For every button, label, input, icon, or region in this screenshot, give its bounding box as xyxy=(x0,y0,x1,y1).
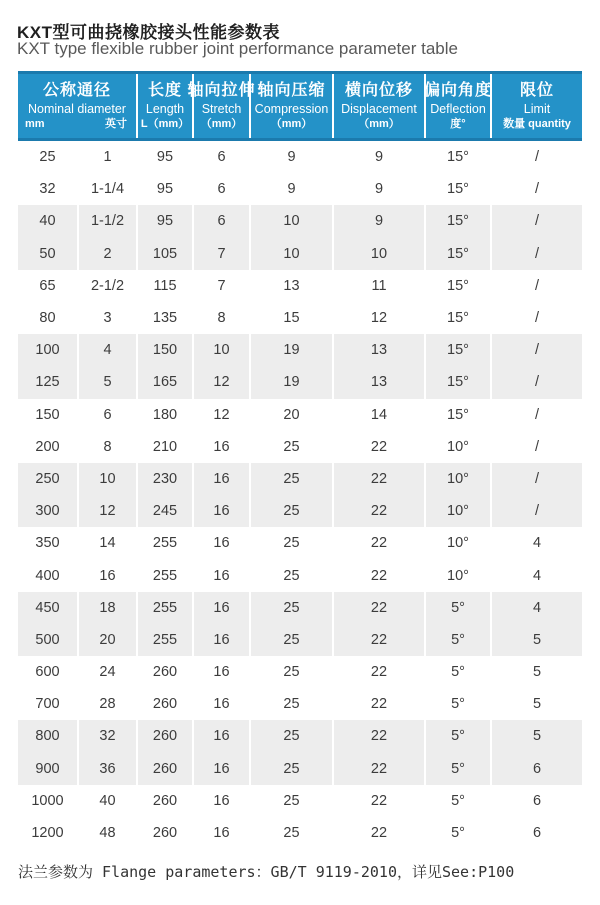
table-cell: 6 xyxy=(492,785,582,817)
table-row xyxy=(18,463,582,495)
table-cell: 105 xyxy=(138,238,194,270)
table-cell: 36 xyxy=(79,753,138,785)
table-cell: 13 xyxy=(251,270,334,302)
table-cell: 14 xyxy=(79,527,138,559)
table-cell: 180 xyxy=(138,399,194,431)
table-cell: 4 xyxy=(492,592,582,624)
table-cell: 7 xyxy=(194,270,251,302)
table-cell: 15° xyxy=(426,270,492,302)
table-row xyxy=(18,302,582,334)
table-cell: 5° xyxy=(426,688,492,720)
table-cell: 25 xyxy=(251,753,334,785)
table-cell: 15° xyxy=(426,205,492,237)
table-cell: 6 xyxy=(79,399,138,431)
table-cell: 20 xyxy=(79,624,138,656)
table-cell: 19 xyxy=(251,366,334,398)
table-cell: / xyxy=(492,141,582,173)
table-cell: 6 xyxy=(492,753,582,785)
column-header-zh: 公称通径 xyxy=(42,82,111,99)
table-cell: 255 xyxy=(138,624,194,656)
table-cell: / xyxy=(492,270,582,302)
table-cell: 14 xyxy=(334,399,426,431)
table-cell: 12 xyxy=(194,366,251,398)
table-cell: 260 xyxy=(138,688,194,720)
parameter-table xyxy=(18,71,582,849)
table-cell: 25 xyxy=(251,720,334,752)
table-cell: 25 xyxy=(251,559,334,591)
table-cell: 25 xyxy=(251,495,334,527)
table-cell: 16 xyxy=(194,431,251,463)
table-cell: 22 xyxy=(334,559,426,591)
column-header-en: Limit xyxy=(523,102,551,116)
table-cell: / xyxy=(492,205,582,237)
table-cell: 22 xyxy=(334,785,426,817)
table-cell: 65 xyxy=(18,270,79,302)
table-cell: 25 xyxy=(251,624,334,656)
table-row xyxy=(18,399,582,431)
table-body xyxy=(18,141,582,849)
table-cell: 15° xyxy=(426,238,492,270)
table-cell: / xyxy=(492,238,582,270)
table-cell: 25 xyxy=(251,656,334,688)
table-cell: 22 xyxy=(334,431,426,463)
table-cell: 9 xyxy=(334,141,426,173)
column-header-unit: 数量 quantity xyxy=(503,118,571,130)
table-row xyxy=(18,334,582,366)
table-row xyxy=(18,624,582,656)
table-cell: 25 xyxy=(251,431,334,463)
table-cell: 2 xyxy=(79,238,138,270)
table-row xyxy=(18,527,582,559)
table-cell: 19 xyxy=(251,334,334,366)
table-cell: 6 xyxy=(194,205,251,237)
table-row xyxy=(18,656,582,688)
table-cell: 245 xyxy=(138,495,194,527)
column-header-nominal-diameter xyxy=(18,74,138,138)
table-cell: / xyxy=(492,366,582,398)
table-cell: 200 xyxy=(18,431,79,463)
table-cell: 5° xyxy=(426,656,492,688)
table-cell: 48 xyxy=(79,817,138,849)
table-cell: 22 xyxy=(334,495,426,527)
table-cell: 4 xyxy=(79,334,138,366)
table-cell: 6 xyxy=(492,817,582,849)
table-cell: 165 xyxy=(138,366,194,398)
table-cell: 22 xyxy=(334,688,426,720)
table-cell: 9 xyxy=(251,141,334,173)
table-cell: 1000 xyxy=(18,785,79,817)
table-row xyxy=(18,688,582,720)
table-cell: 125 xyxy=(18,366,79,398)
table-cell: 25 xyxy=(251,688,334,720)
column-header-zh: 轴向拉伸 xyxy=(187,82,256,99)
column-header-zh: 横向位移 xyxy=(344,82,413,99)
table-cell: 12 xyxy=(194,399,251,431)
table-cell: 5 xyxy=(492,624,582,656)
column-header-displacement xyxy=(334,74,426,138)
column-header-unit: （mm） xyxy=(200,118,243,130)
column-header-limit xyxy=(492,74,582,138)
column-header-en: Nominal diameter xyxy=(28,102,126,116)
column-header-zh: 偏向角度 xyxy=(424,82,493,99)
table-cell: 600 xyxy=(18,656,79,688)
table-cell: 115 xyxy=(138,270,194,302)
column-header-en: Deflection xyxy=(430,102,486,116)
table-cell: 12 xyxy=(334,302,426,334)
table-cell: 10 xyxy=(79,463,138,495)
table-cell: 8 xyxy=(79,431,138,463)
table-cell: 16 xyxy=(194,688,251,720)
table-cell: 5 xyxy=(79,366,138,398)
table-cell: 22 xyxy=(334,624,426,656)
table-row xyxy=(18,270,582,302)
table-cell: 5° xyxy=(426,785,492,817)
table-cell: 22 xyxy=(334,463,426,495)
table-cell: 32 xyxy=(18,173,79,205)
column-header-stretch xyxy=(187,74,256,138)
table-cell: 260 xyxy=(138,817,194,849)
table-row xyxy=(18,720,582,752)
table-cell: 95 xyxy=(138,141,194,173)
table-cell: 22 xyxy=(334,817,426,849)
table-cell: 10 xyxy=(334,238,426,270)
table-cell: 4 xyxy=(492,527,582,559)
table-cell: 13 xyxy=(334,334,426,366)
column-header-compression xyxy=(251,74,334,138)
table-cell: 6 xyxy=(194,173,251,205)
table-row xyxy=(18,495,582,527)
column-header-zh: 限位 xyxy=(519,82,554,99)
table-cell: 22 xyxy=(334,656,426,688)
table-cell: 260 xyxy=(138,656,194,688)
table-cell: 10° xyxy=(426,463,492,495)
table-cell: 230 xyxy=(138,463,194,495)
table-cell: 2-1/2 xyxy=(79,270,138,302)
table-cell: 255 xyxy=(138,592,194,624)
table-row xyxy=(18,238,582,270)
table-cell: 255 xyxy=(138,559,194,591)
table-cell: / xyxy=(492,463,582,495)
table-cell: 22 xyxy=(334,753,426,785)
table-cell: 800 xyxy=(18,720,79,752)
table-cell: 450 xyxy=(18,592,79,624)
column-header-unit: 度° xyxy=(450,118,466,130)
column-header-en: Displacement xyxy=(341,102,417,116)
footer-note: 法兰参数为 Flange parameters：GB/T 9119-2010，详见See:P100 xyxy=(18,863,515,881)
table-cell: 16 xyxy=(79,559,138,591)
table-cell: 13 xyxy=(334,366,426,398)
table-cell: 5° xyxy=(426,624,492,656)
table-cell: 700 xyxy=(18,688,79,720)
table-cell: / xyxy=(492,302,582,334)
table-cell: 135 xyxy=(138,302,194,334)
table-cell: 25 xyxy=(18,141,79,173)
table-cell: 10° xyxy=(426,431,492,463)
table-cell: 500 xyxy=(18,624,79,656)
table-cell: 10 xyxy=(251,205,334,237)
table-row xyxy=(18,559,582,591)
table-cell: 15° xyxy=(426,302,492,334)
table-row xyxy=(18,431,582,463)
table-cell: 9 xyxy=(334,205,426,237)
table-cell: 100 xyxy=(18,334,79,366)
table-cell: 32 xyxy=(79,720,138,752)
table-cell: 210 xyxy=(138,431,194,463)
column-header-en: Compression xyxy=(254,102,329,116)
table-cell: 95 xyxy=(138,205,194,237)
table-cell: 25 xyxy=(251,527,334,559)
column-header-en: Length xyxy=(145,102,185,116)
table-cell: 11 xyxy=(334,270,426,302)
table-cell: 5° xyxy=(426,753,492,785)
column-header-units xyxy=(18,117,136,132)
table-cell: 6 xyxy=(194,141,251,173)
table-row xyxy=(18,785,582,817)
table-cell: 10° xyxy=(426,527,492,559)
table-cell: 15° xyxy=(426,399,492,431)
table-cell: 8 xyxy=(194,302,251,334)
table-cell: 5° xyxy=(426,720,492,752)
table-cell: 16 xyxy=(194,720,251,752)
table-cell: 16 xyxy=(194,559,251,591)
table-cell: 255 xyxy=(138,527,194,559)
table-cell: 5 xyxy=(492,688,582,720)
table-cell: 16 xyxy=(194,624,251,656)
table-row xyxy=(18,173,582,205)
table-cell: 10 xyxy=(251,238,334,270)
table-cell: / xyxy=(492,431,582,463)
table-cell: 16 xyxy=(194,527,251,559)
table-cell: 15° xyxy=(426,141,492,173)
table-cell: 15 xyxy=(251,302,334,334)
table-cell: 4 xyxy=(492,559,582,591)
table-cell: 25 xyxy=(251,817,334,849)
table-cell: 22 xyxy=(334,720,426,752)
table-cell: 260 xyxy=(138,785,194,817)
column-header-length xyxy=(138,74,194,138)
page-subtitle: KXT type flexible rubber joint performance parameter table xyxy=(17,39,458,58)
table-cell: 18 xyxy=(79,592,138,624)
table-cell: 150 xyxy=(138,334,194,366)
unit-inch-label: 英寸 xyxy=(105,118,127,130)
table-row xyxy=(18,753,582,785)
table-cell: 9 xyxy=(334,173,426,205)
table-cell: 16 xyxy=(194,656,251,688)
table-cell: 400 xyxy=(18,559,79,591)
table-cell: 10° xyxy=(426,495,492,527)
column-header-deflection xyxy=(426,74,492,138)
table-cell: 28 xyxy=(79,688,138,720)
table-cell: 5 xyxy=(492,720,582,752)
table-row xyxy=(18,141,582,173)
table-cell: 25 xyxy=(251,463,334,495)
table-cell: 10 xyxy=(194,334,251,366)
table-cell: 20 xyxy=(251,399,334,431)
table-cell: 40 xyxy=(18,205,79,237)
table-cell: 1200 xyxy=(18,817,79,849)
table-cell: 5° xyxy=(426,592,492,624)
table-row xyxy=(18,592,582,624)
table-cell: 9 xyxy=(251,173,334,205)
table-header xyxy=(18,71,582,141)
table-cell: 250 xyxy=(18,463,79,495)
unit-mm-label: mm xyxy=(25,118,45,130)
column-header-unit: L（mm） xyxy=(140,118,190,130)
table-cell: 260 xyxy=(138,753,194,785)
table-cell: / xyxy=(492,334,582,366)
table-cell: 1 xyxy=(79,141,138,173)
table-cell: 150 xyxy=(18,399,79,431)
table-row xyxy=(18,366,582,398)
table-cell: / xyxy=(492,495,582,527)
table-cell: 16 xyxy=(194,463,251,495)
table-cell: 1-1/2 xyxy=(79,205,138,237)
table-cell: 16 xyxy=(194,753,251,785)
table-cell: 300 xyxy=(18,495,79,527)
table-cell: 900 xyxy=(18,753,79,785)
table-cell: 350 xyxy=(18,527,79,559)
page-title: KXT型可曲挠橡胶接头性能参数表 xyxy=(17,23,280,42)
table-cell: / xyxy=(492,173,582,205)
column-header-unit: （mm） xyxy=(270,118,313,130)
table-cell: 16 xyxy=(194,592,251,624)
table-cell: 22 xyxy=(334,527,426,559)
table-cell: 15° xyxy=(426,173,492,205)
table-cell: 80 xyxy=(18,302,79,334)
table-cell: 5 xyxy=(492,656,582,688)
table-cell: 25 xyxy=(251,785,334,817)
table-cell: 3 xyxy=(79,302,138,334)
table-cell: 50 xyxy=(18,238,79,270)
table-cell: 16 xyxy=(194,817,251,849)
column-header-zh: 轴向压缩 xyxy=(257,82,326,99)
table-row xyxy=(18,817,582,849)
table-cell: 16 xyxy=(194,785,251,817)
column-header-en: Stretch xyxy=(201,102,242,116)
table-cell: 40 xyxy=(79,785,138,817)
table-cell: 24 xyxy=(79,656,138,688)
table-cell: 15° xyxy=(426,366,492,398)
table-cell: 5° xyxy=(426,817,492,849)
table-cell: 16 xyxy=(194,495,251,527)
table-cell: 22 xyxy=(334,592,426,624)
table-cell: 1-1/4 xyxy=(79,173,138,205)
table-cell: 12 xyxy=(79,495,138,527)
column-header-unit: （mm） xyxy=(358,118,400,130)
table-cell: 10° xyxy=(426,559,492,591)
table-cell: / xyxy=(492,399,582,431)
table-cell: 260 xyxy=(138,720,194,752)
table-cell: 15° xyxy=(426,334,492,366)
table-cell: 25 xyxy=(251,592,334,624)
table-row xyxy=(18,205,582,237)
table-cell: 7 xyxy=(194,238,251,270)
column-header-zh: 长度 xyxy=(147,82,182,99)
table-cell: 95 xyxy=(138,173,194,205)
